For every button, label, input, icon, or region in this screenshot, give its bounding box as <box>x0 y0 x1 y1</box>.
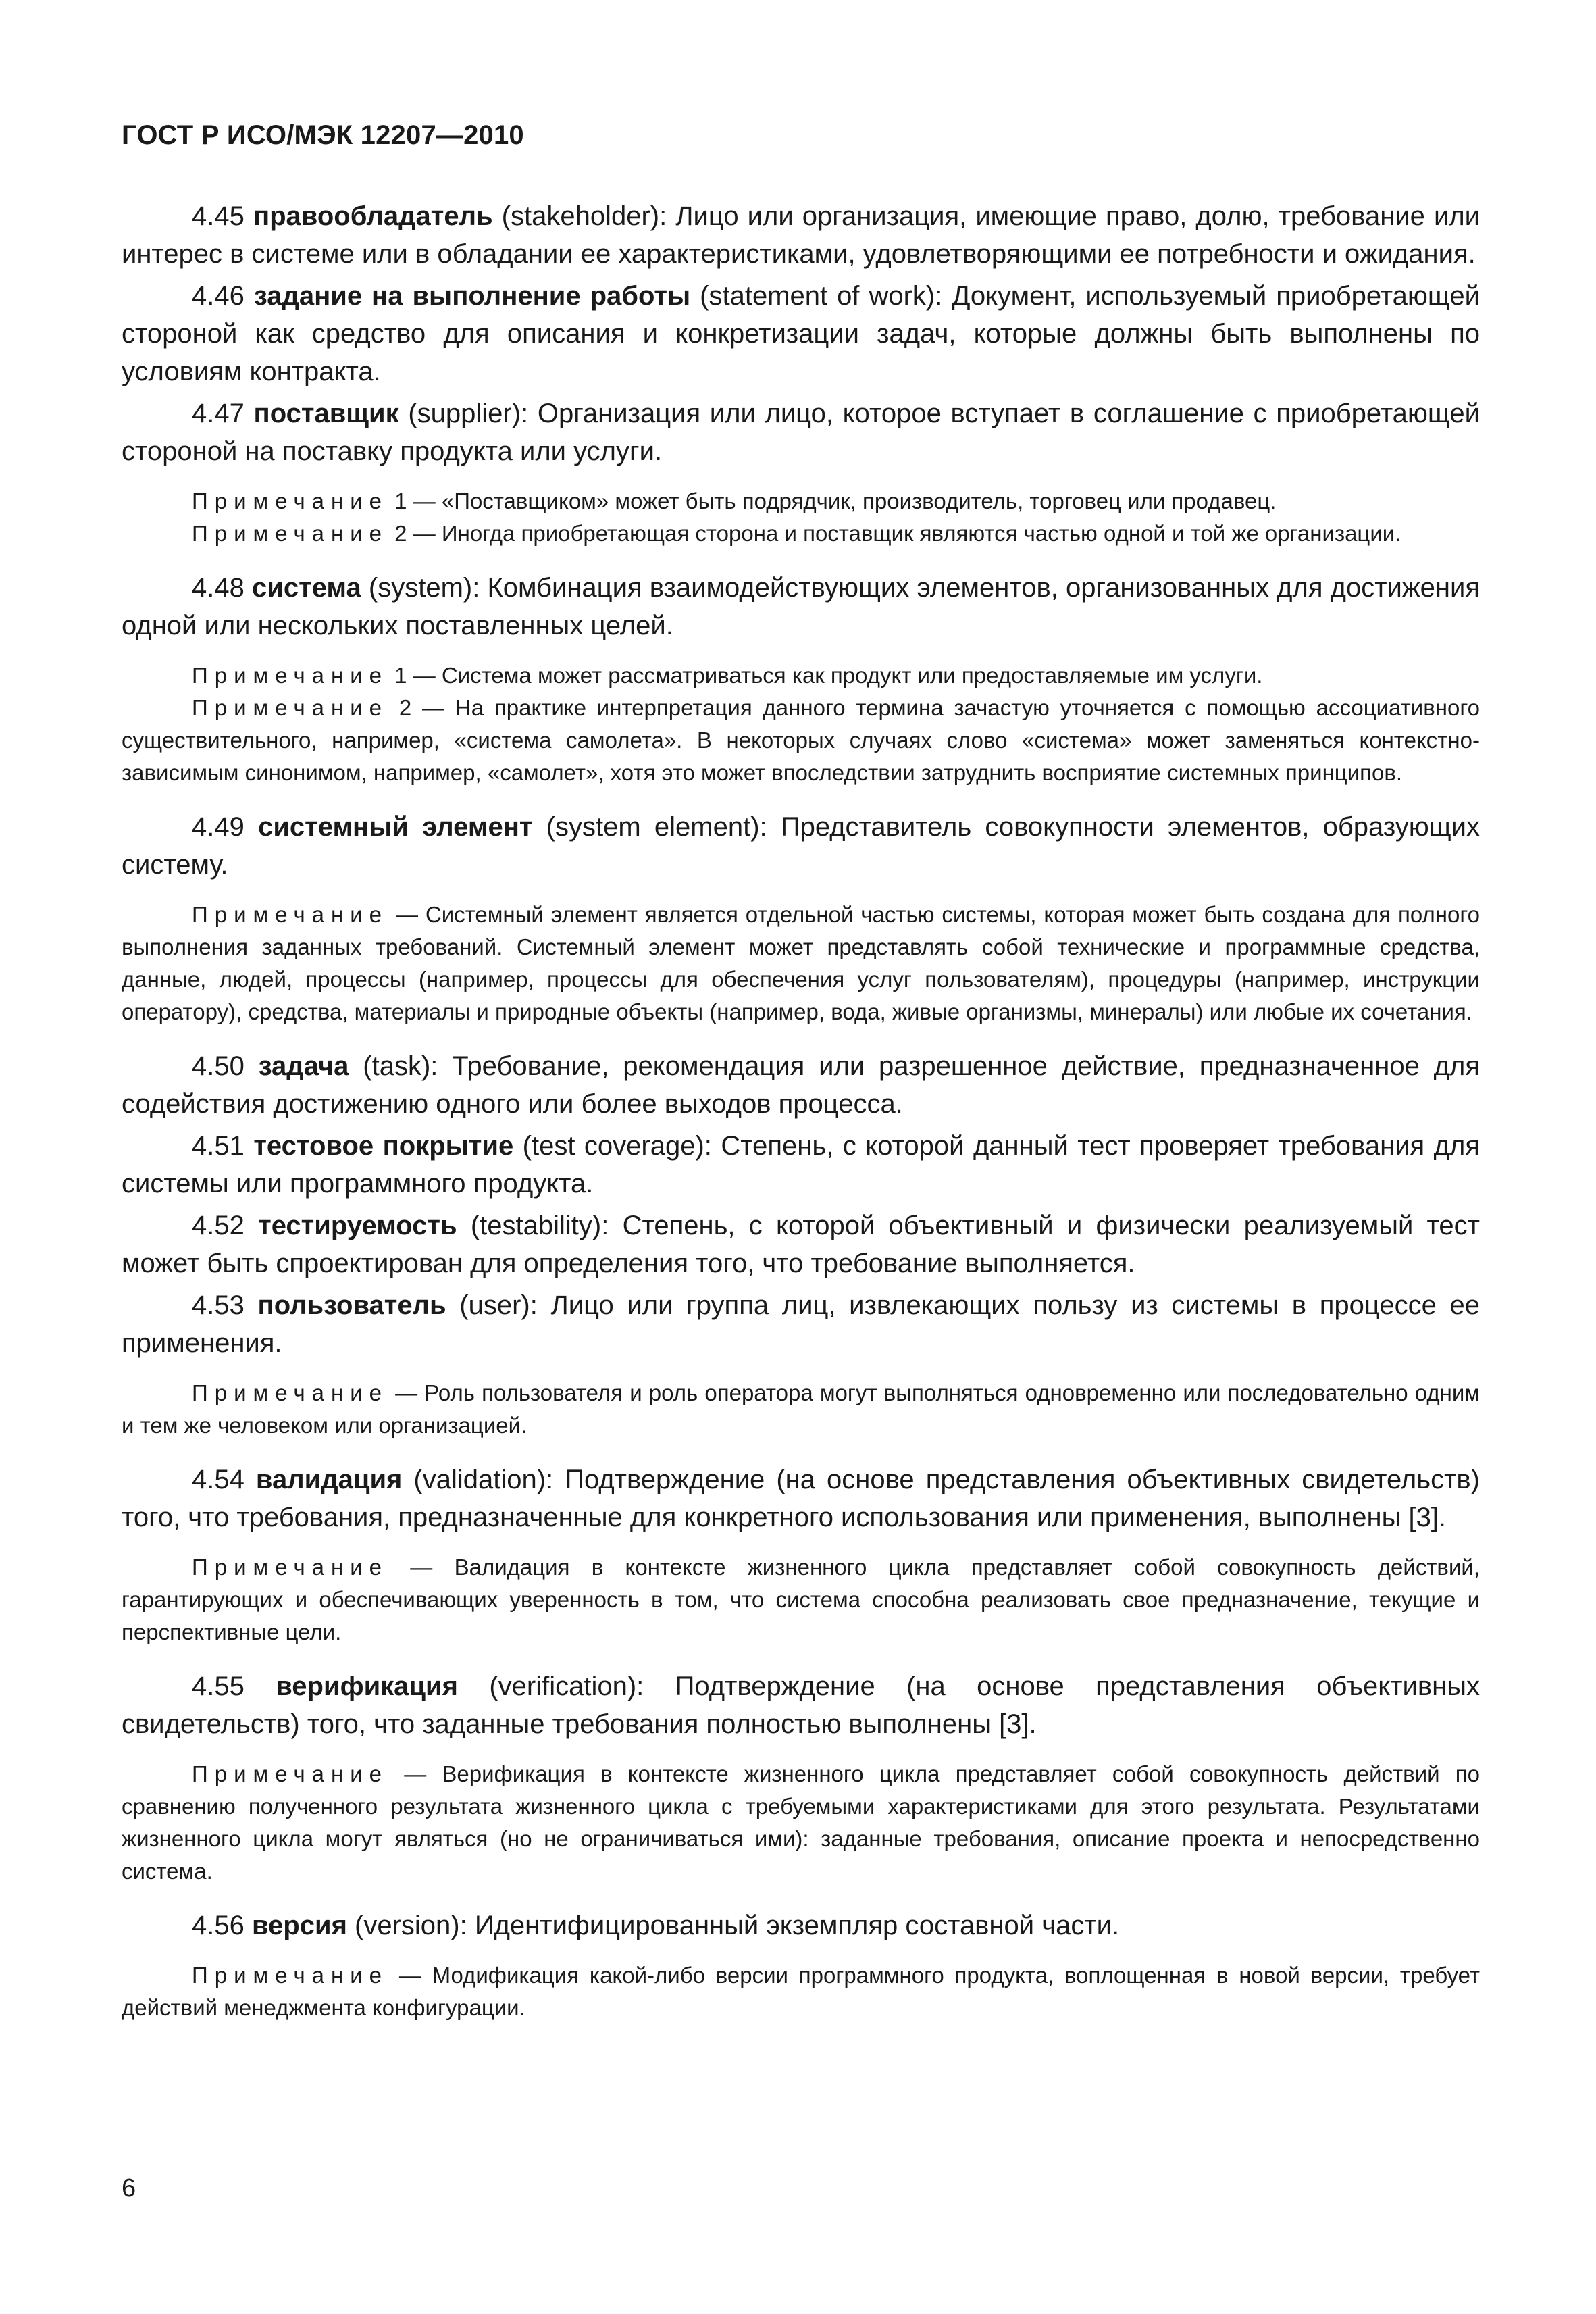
term-text: (system element): Представитель совокупности элементов, образующих систему. <box>122 812 1480 880</box>
term-definition <box>122 1461 1480 1536</box>
note <box>122 1758 1480 1888</box>
note-label: Примечание <box>192 488 389 513</box>
note <box>122 485 1480 518</box>
note-text: — Валидация в контексте жизненного цикла представляет собой совокупность действий, гарантирующих и обеспечивающих уверенность в том, что система способна реализовать свое предназначение, текущие и перспективные цели. <box>122 1555 1480 1644</box>
term-text: (statement of work): Документ, используемый приобретающей стороной как средство для описания и конкретизации задач, которые должны быть выполнены по условиям контракта. <box>122 281 1480 386</box>
term-name: поставщик <box>253 399 399 428</box>
note-label: Примечание <box>192 902 389 927</box>
term-name: валидация <box>255 1465 403 1494</box>
note-number: 2 <box>388 521 407 546</box>
term-name: версия <box>251 1911 347 1940</box>
term-text: (validation): Подтверждение (на основе представления объективных свидетельств) того, что требования, предназначенные для конкретного использования или применения, выполнены [3]. <box>122 1465 1480 1532</box>
term-definition <box>122 1047 1480 1123</box>
term-number: 4.51 <box>192 1131 244 1161</box>
term-number: 4.50 <box>192 1051 244 1081</box>
term-name: тестовое покрытие <box>253 1131 514 1161</box>
term-number: 4.46 <box>192 281 244 311</box>
term-number: 4.47 <box>192 399 244 428</box>
note-text: — Роль пользователя и роль оператора могут выполняться одновременно или последовательно одним и тем же человеком или организацией. <box>122 1380 1480 1438</box>
term-number: 4.53 <box>192 1290 244 1320</box>
term-number: 4.48 <box>192 573 244 603</box>
note <box>122 899 1480 1028</box>
notes-group <box>122 659 1480 789</box>
term-definition <box>122 808 1480 884</box>
term-text: (user): Лицо или группа лиц, извлекающих пользу из системы в процессе ее применения. <box>122 1290 1480 1358</box>
note-label: Примечание <box>192 663 389 688</box>
note-label: Примечание <box>192 695 389 720</box>
term-number: 4.52 <box>192 1211 244 1240</box>
term-definition <box>122 1667 1480 1743</box>
term-text: (task): Требование, рекомендация или разрешенное действие, предназначенное для содействия достижению одного или более выходов процесса. <box>122 1051 1480 1119</box>
note-number: 1 <box>388 663 407 688</box>
term-name: системный элемент <box>258 812 533 842</box>
note <box>122 1959 1480 2024</box>
notes-group <box>122 1959 1480 2024</box>
note <box>122 659 1480 692</box>
note-number: 2 <box>388 695 412 720</box>
term-definition <box>122 197 1480 273</box>
notes-group <box>122 1377 1480 1442</box>
note-text: — «Поставщиком» может быть подрядчик, производитель, торговец или продавец. <box>407 488 1277 513</box>
term-number: 4.49 <box>192 812 244 842</box>
note-text: — Модификация какой-либо версии программного продукта, воплощенная в новой версии, требует действий менеджмента конфигурации. <box>122 1963 1480 2020</box>
note-label: Примечание <box>192 521 389 546</box>
note <box>122 692 1480 789</box>
term-definition <box>122 395 1480 470</box>
note <box>122 1377 1480 1442</box>
term-text: (testability): Степень, с которой объективный и физически реализуемый тест может быть спроектирован для определения того, что требование выполняется. <box>122 1211 1480 1278</box>
page-number: 6 <box>122 2174 136 2203</box>
term-text: (verification): Подтверждение (на основе представления объективных свидетельств) того, что заданные требования полностью выполнены [3]. <box>122 1671 1480 1739</box>
note-text: — Системный элемент является отдельной частью системы, которая может быть создана для полного выполнения заданных требований. Системный элемент может представлять собой технические и программные средства, данные, людей, процессы (например, процессы для обеспечения услуг пользователям), процедуры (например, инструкции оператору), средства, материалы и природные объекты (например, вода, живые организмы, минералы) или любые их сочетания. <box>122 902 1480 1024</box>
document-header: ГОСТ Р ИСО/МЭК 12207—2010 <box>122 120 524 150</box>
term-name: верификация <box>276 1671 458 1701</box>
term-name: система <box>252 573 361 603</box>
term-definition <box>122 1286 1480 1362</box>
term-definition <box>122 569 1480 645</box>
term-name: задача <box>258 1051 349 1081</box>
term-text: (stakeholder): Лицо или организация, имеющие право, долю, требование или интерес в системе или в обладании ее характеристиками, удовлетворяющими ее потребности и ожидания. <box>122 201 1480 269</box>
term-definition <box>122 1127 1480 1203</box>
notes-group <box>122 899 1480 1028</box>
notes-group <box>122 1551 1480 1649</box>
note-text: — Иногда приобретающая сторона и поставщик являются частью одной и той же организации. <box>407 521 1401 546</box>
term-text: (version): Идентифицированный экземпляр составной части. <box>346 1911 1120 1940</box>
note-label: Примечание <box>192 1555 389 1580</box>
term-number: 4.56 <box>192 1911 244 1940</box>
note-text: — Система может рассматриваться как продукт или предоставляемые им услуги. <box>407 663 1263 688</box>
notes-group <box>122 1758 1480 1888</box>
term-text: (test coverage): Степень, с которой данный тест проверяет требования для системы или программного продукта. <box>122 1131 1480 1199</box>
note-text: — Верификация в контексте жизненного цикла представляет собой совокупность действий по сравнению полученного результата жизненного цикла с требуемыми характеристиками для этого результата. Результатами жизненного цикла могут являться (но не ограничиваться ими): заданные требования, описание проекта и непосредственно система. <box>122 1761 1480 1884</box>
notes-group <box>122 485 1480 550</box>
term-name: правообладатель <box>253 201 493 231</box>
term-name: пользователь <box>257 1290 446 1320</box>
note-label: Примечание <box>192 1761 389 1786</box>
term-definition <box>122 277 1480 391</box>
term-text: (system): Комбинация взаимодействующих элементов, организованных для достижения одной или нескольких поставленных целей. <box>122 573 1480 640</box>
note <box>122 518 1480 550</box>
note-text: — На практике интерпретация данного термина зачастую уточняется с помощью ассоциативного существительного, например, «система самолета». В некоторых случаях слово «система» может заменяться контекстно-зависимым синонимом, например, «самолет», хотя это может впоследствии затруднить восприятие системных принципов. <box>122 695 1480 785</box>
note-label: Примечание <box>192 1380 389 1405</box>
term-definition <box>122 1907 1480 1944</box>
term-number: 4.45 <box>192 201 244 231</box>
document-body <box>122 197 1480 2043</box>
term-definition <box>122 1207 1480 1282</box>
term-text: (supplier): Организация или лицо, которое вступает в соглашение с приобретающей стороной на поставку продукта или услуги. <box>122 399 1480 466</box>
term-number: 4.54 <box>192 1465 244 1494</box>
term-number: 4.55 <box>192 1671 244 1701</box>
note-number: 1 <box>388 488 407 513</box>
term-name: задание на выполнение работы <box>253 281 691 311</box>
note <box>122 1551 1480 1649</box>
note-label: Примечание <box>192 1963 389 1988</box>
term-name: тестируемость <box>258 1211 457 1240</box>
